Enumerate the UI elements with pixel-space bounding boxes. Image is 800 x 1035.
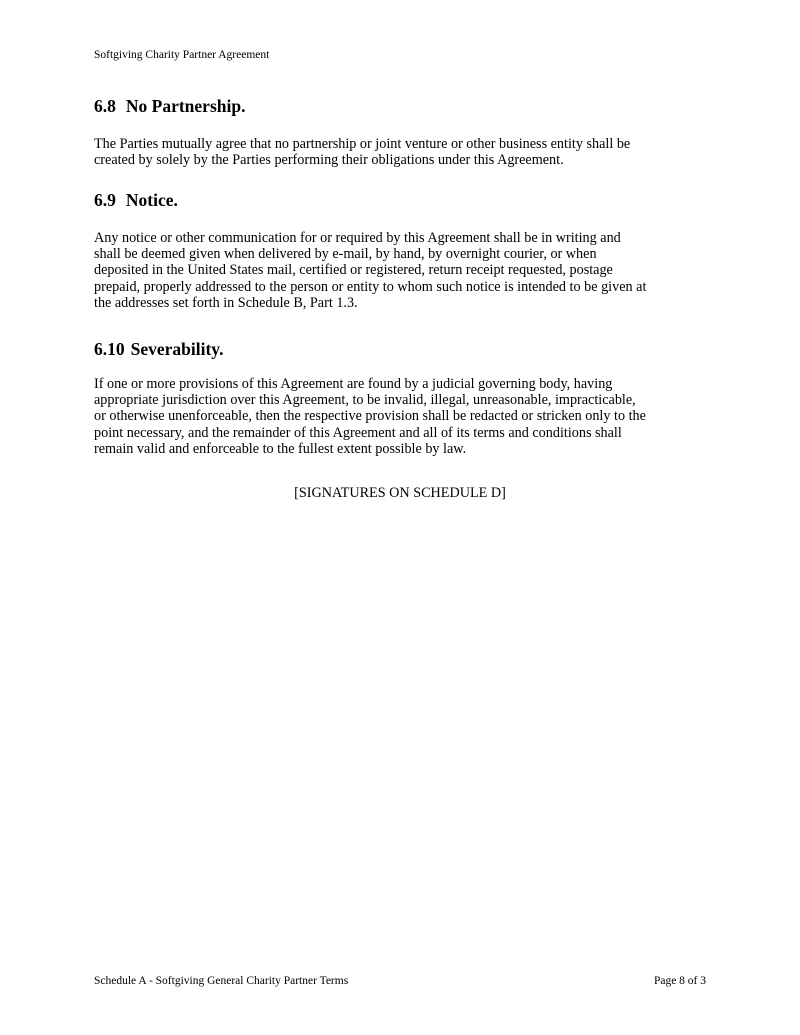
section-heading-severability	[94, 338, 223, 360]
paragraph-line: If one or more provisions of this Agreement are found by a judicial governing body, having	[94, 376, 613, 392]
section-body-notice	[94, 230, 714, 311]
paragraph-line: created by solely by the Parties performing their obligations under this Agreement.	[94, 152, 564, 169]
section-number: 6.10	[94, 339, 125, 359]
page-footer-title: Schedule A - Softgiving General Charity Partner Terms	[94, 975, 349, 987]
paragraph-line: appropriate jurisdiction over this Agreement, to be invalid, illegal, unreasonable, impracticable,	[94, 392, 636, 409]
section-heading-notice	[94, 189, 178, 211]
section-body-no-partnership	[94, 136, 714, 168]
paragraph-line: the addresses set forth in Schedule B, Part 1.3.	[94, 294, 358, 311]
section-title: Notice.	[125, 190, 178, 210]
section-title: Severability.	[130, 339, 224, 359]
paragraph-line: deposited in the United States mail, certified or registered, return receipt requested, postage	[94, 262, 613, 279]
page-number: Page 8 of 3	[653, 975, 706, 987]
signature-note: [SIGNATURES ON SCHEDULE D]	[294, 485, 506, 501]
section-heading-no-partnership	[94, 95, 245, 117]
section-number: 6.9	[94, 190, 116, 210]
paragraph-line: remain valid and enforceable to the fullest extent possible by law.	[94, 440, 467, 457]
page-header: Softgiving Charity Partner Agreement	[94, 49, 270, 61]
paragraph-line: point necessary, and the remainder of this Agreement and all of its terms and conditions shall	[94, 424, 622, 441]
paragraph-line: prepaid, properly addressed to the person or entity to whom such notice is intended to be given at	[94, 278, 647, 295]
paragraph-line: or otherwise unenforceable, then the respective provision shall be redacted or stricken only to the	[94, 408, 646, 425]
section-number: 6.8	[94, 96, 116, 116]
section-body-severability	[94, 376, 714, 457]
paragraph-line: Any notice or other communication for or required by this Agreement shall be in writing and	[94, 230, 621, 246]
paragraph-line: shall be deemed given when delivered by e-mail, by hand, by overnight courier, or when	[94, 246, 597, 263]
section-title: No Partnership.	[125, 96, 246, 116]
paragraph-line: The Parties mutually agree that no partnership or joint venture or other business entity shall be	[94, 136, 631, 152]
